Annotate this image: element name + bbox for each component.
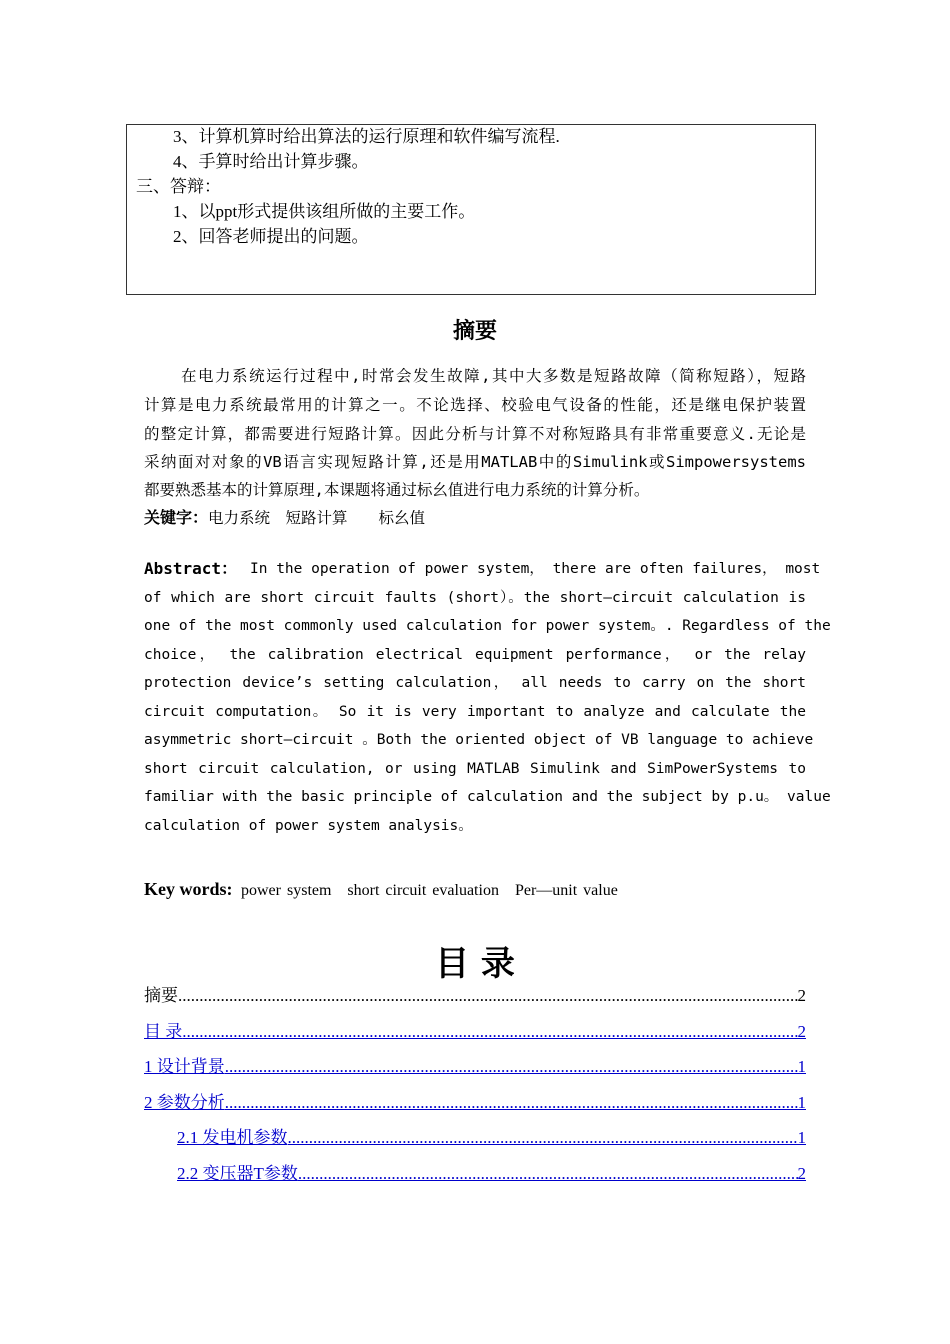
abstract-cn-line: 采纳面对对象的VB语言实现短路计算,还是用MATLAB中的Simulink或Simpowersystems: [144, 453, 806, 471]
toc-leader: [178, 985, 798, 1007]
requirement-heading: 三、答辩：: [136, 177, 221, 196]
abstract-en-line: asymmetric short—circuit 。Both the oriented object of VB language to achieve: [144, 732, 814, 748]
keywords-cn-label: 关键字：: [144, 508, 209, 527]
abstract-en-line: familiar with the basic principle of calculation and the subject by p.u。 value: [144, 789, 831, 805]
abstract-en-line: circuit computation。 So it is very important to analyze and calculate the: [144, 704, 806, 720]
toc-entry[interactable]: [144, 1092, 806, 1114]
abstract-en-heading: Abstract：: [144, 559, 238, 578]
toc-page: 2: [797, 986, 806, 1005]
abstract-en-line: one of the most commonly used calculation for power system。. Regardless of the: [144, 618, 831, 634]
abstract-cn-line: 计算是电力系统最常用的计算之一。不论选择、校验电气设备的性能，还是继电保护装置: [144, 396, 806, 414]
toc-entry[interactable]: [144, 985, 806, 1007]
abstract-cn-line: 都要熟悉基本的计算原理,本课题将通过标幺值进行电力系统的计算分析。: [144, 481, 650, 499]
toc-entry-label: 1 设计背景: [144, 1057, 225, 1076]
toc-page: 2: [797, 1022, 806, 1041]
requirement-line: 2、回答老师提出的问题。: [173, 227, 369, 246]
toc-entry-label: 目 录: [144, 1022, 183, 1041]
toc-leader: [225, 1056, 798, 1078]
abstract-en-line: of which are short circuit faults (short）。the short—circuit calculation is: [144, 590, 806, 606]
toc-page: 1: [797, 1057, 806, 1076]
abstract-cn-line: 在电力系统运行过程中,时常会发生故障,其中大多数是短路故障（简称短路），短路: [181, 367, 806, 385]
requirement-line: 4、手算时给出计算步骤。: [173, 152, 369, 171]
toc-page: 2: [797, 1164, 806, 1183]
abstract-en-line: calculation of power system analysis。: [144, 818, 473, 834]
toc-entry[interactable]: [177, 1127, 806, 1149]
toc-leader: [182, 1021, 797, 1043]
toc-entry-label: 2 参数分析: [144, 1093, 225, 1112]
toc-leader: [225, 1092, 798, 1114]
toc-entry[interactable]: [144, 1056, 806, 1078]
abstract-en-line: protection device’s setting calculation， all needs to carry on the short: [144, 675, 806, 691]
abstract-cn-line: 的整定计算，都需要进行短路计算。因此分析与计算不对称短路具有非常重要意义.无论是: [144, 425, 806, 443]
requirement-line: 1、以ppt形式提供该组所做的主要工作。: [173, 202, 476, 221]
abstract-en-line: short circuit calculation, or using MATLAB Simulink and SimPowerSystems to: [144, 761, 806, 777]
toc-entry-label: 摘要: [144, 986, 178, 1005]
keywords-en-label: Key words:: [144, 879, 233, 899]
abstract-en-line: choice， the calibration electrical equipment performance， or the relay: [144, 647, 806, 663]
keywords-cn: 电力系统 短路计算 标幺值: [208, 509, 426, 527]
toc-entry-label: 2.1 发电机参数: [177, 1128, 288, 1147]
abstract-cn-title: 摘要: [452, 318, 497, 343]
toc-title: 目 录: [435, 944, 515, 984]
toc-entry[interactable]: [144, 1021, 806, 1043]
toc-page: 1: [797, 1128, 806, 1147]
abstract-en-line: In the operation of power system， there are often failures， most: [250, 561, 821, 577]
toc-leader: [298, 1163, 798, 1185]
toc-entry-label: 2.2 变压器T参数: [177, 1164, 298, 1183]
keywords-en: power system short circuit evaluation Per—unit value: [241, 882, 618, 899]
toc-page: 1: [797, 1093, 806, 1112]
requirement-line: 3、计算机算时给出算法的运行原理和软件编写流程.: [173, 127, 560, 146]
toc-entry[interactable]: [177, 1163, 806, 1185]
toc-leader: [288, 1127, 798, 1149]
